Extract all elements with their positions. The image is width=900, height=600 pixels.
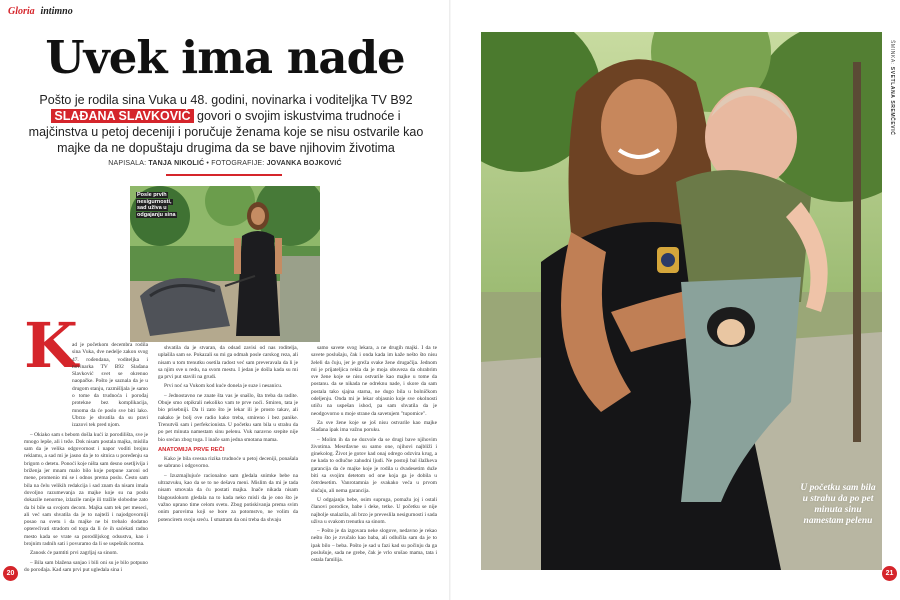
deck-highlight-name: SLAĐANA SLAVKOVIĆ <box>51 109 193 123</box>
body-paragraph: U odgajanju bebe, osim supruga, pomažu joj i ostali članovi porodice, babe i deke, tetke. U početku se nije najbolje snalazila, ali brzo je preveslila nesigurnosti i sada uživa u svakom trenutku sa sinom. <box>311 496 437 525</box>
byline <box>0 160 450 167</box>
deck-text-after: govori o svojim iskustvima trudnoće i majčinstva u petoj deceniji i poručuje ženama koje se nisu ostvarile kao majke da ne dopuštaju drugima da se bave njihovim životima <box>28 109 424 155</box>
body-paragraph: Kako je bila svesna rizika trudnoće u petoj deceniji, ponašala se sabrano i odgovorno. <box>158 456 298 470</box>
byline-photographer: JOVANKA BOJKOVIĆ <box>266 160 342 167</box>
body-column-1 <box>24 342 148 576</box>
body-paragraph: – Izuzmajlujuće racionalno sam gledala snimke bebe na ultrazvuku, kao da se to ne dešava meni. Mislim da mi je tada nisam smovala da ću postati majka. Inače nikada nisam blagouslokom gledala na to kada neko misli da je ono što je važno uprano time celom svetu. Zbog potiskivanja prema svim onim parovima koji se bore za potomstvo, ne volim da potencirem svoju sreću. I smatram da oni treba da shvaju <box>158 472 298 523</box>
body-column-2 <box>158 345 298 526</box>
photo-credit <box>889 40 895 135</box>
byline-separator: • FOTOGRAFIJE: <box>206 160 265 167</box>
section-rubric: intimno <box>40 6 73 17</box>
photo-credit-name: SVETLANA SREMČEVIĆ <box>889 66 895 136</box>
body-paragraph: – Okiako sam s bebom došla kući iz porodilišta, sve je mnogo lepše, ali i teže. Dok nisam postala majka, mislila sam da je velika odgovornost i napor voditi brojnu reklamu, a sad mi je jasno da je to sitnica u poređenju sa brigom o detetu. Ponoći koje ništa sam desno osetljivija i briženja jer mnam malo bilo koje potpune zaroni od mene, promenio mi se i odnos prema poslu. Često sam bila na čelu velikih redakcija i sad znam da nisam imala dovoljno razumevanja za majke koje su na poslu dokazile nenorme, izlazile ranije ili tražile slobodne zato da bi bile sa svojom decom. Majka sam tek pet meseci, ali već sam shvatila da je to najteži i najodgovorniji posao na svetu i da majke ne bi trebalo dodatno opterećivati stradom od toga da li će ih saćekati radno mesto kada se vrate sa porodiljskog odsustva, kao i brojnim radnih sati i povuramo da li se uspešnik norma. <box>24 431 148 548</box>
page-gutter <box>449 0 451 600</box>
magazine-brand: Gloria <box>8 6 35 17</box>
body-paragraph: samo savete svog lekara, a ne drugih majki. I da te savete poslušaju, čak i onda kada im kaže nešto što nisu želeli da čuju, jer je greža svake žene drugačija. Jednom mi je prijateljica rekla da je moja obuveza da ohrabrim sve žene koje se nisu ostvarile kao majke u tome da postanu. da se nikada ne odreknu nade, i skore da sam postala tako sjajna starna, ne dugo bila u bolničkom odeljenju. Onda mi je lekar objasnio koje sve okolnosti utiču na uspešan ishod, pa sam shvatila da je neodgovorno u moje strane da savetujem "tupomice". <box>311 345 437 417</box>
small-photo-caption <box>136 192 186 218</box>
body-paragraph: Zanosk će pamtiti prvi zagrljaj sa sinom. <box>30 550 118 557</box>
caption-line: odgajanju sina <box>137 211 176 218</box>
byline-rule <box>166 174 282 176</box>
drop-cap: K <box>24 309 78 382</box>
body-paragraph: – Bila sam blažena sanjao i bili oni su je bilo potpuno do porođaja. Kad sam prvi put ugledala sina i <box>24 559 148 573</box>
body-column-3 <box>311 345 437 567</box>
page-number-left: 20 <box>3 566 18 581</box>
subheading: ANATOMIJA PRVE REČI <box>158 446 225 453</box>
body-paragraph: – Pošto je da izgovara neke slogove, nedavno je rekao nešto što je zvučalo kao baba, ali odlučila sam da je to ipak bilo – beba. Pošto je sad u fazi kad su počinju da ga poslušuje, sada ne grebe, čak je vrlo srušao mama, tata i ostala familija. <box>311 528 437 564</box>
article-deck <box>28 92 424 156</box>
caption-line: sad uživa u <box>137 205 167 211</box>
pull-quote: U početku sam bila u strahu da po pet minuta sinu namestam pelenu <box>800 483 876 526</box>
body-paragraph: – Molim ih da ne dozvole da se drugi bave njihovim životima. Mesrđavne su samo one, njihovi najbliži i ginekolog. Život je gotov kad onaj odrego odzvira krug, a ne kada to odlučne zahudni ljudi. Ne postoji bal šlažkeva garancija da će majke koje je rodila u dvadesetim duže biti sa svojim detetom od one koja ga je dobila u četrdesetim. Vanrotamnia je svakako veća u prvom slučaju, ali nema garancija. <box>311 436 437 494</box>
body-paragraph: shvatila da je stvaran, da odsad zavisi od nas roditelja, uplašila sam se. Pokazali su mi ga odmah posle carskog reza, ali nisam u tom trenutku osetila radost već sam preveravala da li je sa njim sve u redu, na svom mestu. I jedan je došla kada su mi ga prvi put stavili na grudi. <box>158 345 298 381</box>
caption-line: Posle prvih <box>137 192 167 198</box>
deck-text-before: Pošto je rodila sina Vuka u 48. godini, novinarka i voditeljka TV B92 <box>39 93 413 107</box>
byline-author: TANJA NIKOLIĆ <box>148 160 205 167</box>
body-paragraph: Za sve žene koje se još nisu ostvarile kao majke Slađana ipak ima važnu poruku. <box>311 419 437 434</box>
caption-line: nesigurnosti, <box>137 198 172 205</box>
body-paragraph: – Jednostavno ne znate šta vas je snašlo, šta treba da radite. Obuje smo otpikrali nekoliko vam te prve noći. Smiren, tata je bio prisebniji. Da li zato što je lekar ili je prosto takav, ali nakako je bolj ove radio kako treba, smireno i bez panike. Trenutvši sam i perfekcionista. U početku sam bila u strahu da po pet minuta namestam sinu pelenu. Vuk naravno srepite nije bio srećan zbog toga. I inače sam jedna smotana mama. <box>158 392 298 443</box>
byline-wrote-label: NAPISALA: <box>108 160 147 167</box>
page-number-right: 21 <box>882 566 897 581</box>
section-tag <box>8 6 73 17</box>
body-paragraph: Prvi noć sa Vukom kod kuće donela je suze i nesanicu. <box>164 383 283 390</box>
article-headline: Uvek ima nade <box>45 31 405 84</box>
body-paragraph: ad je početkom decembra rodila sina Vuka, dve nedelje zakon svog 47. rođendana, voditeljka i novinarka TV B92 Slađana Slavković svet se okrenuo naopačke. Pošto je saznala da je u drugom stanju, razmišljala je samo o tome da trudnoća i porođaj protekne bez komplikacija, mnoma da će poslo sve biti lako. Ubrzo je shvatila da su pravi izazovi tek pred njom. <box>72 342 148 429</box>
photo-credit-label: ŠMINKA: <box>889 40 895 65</box>
